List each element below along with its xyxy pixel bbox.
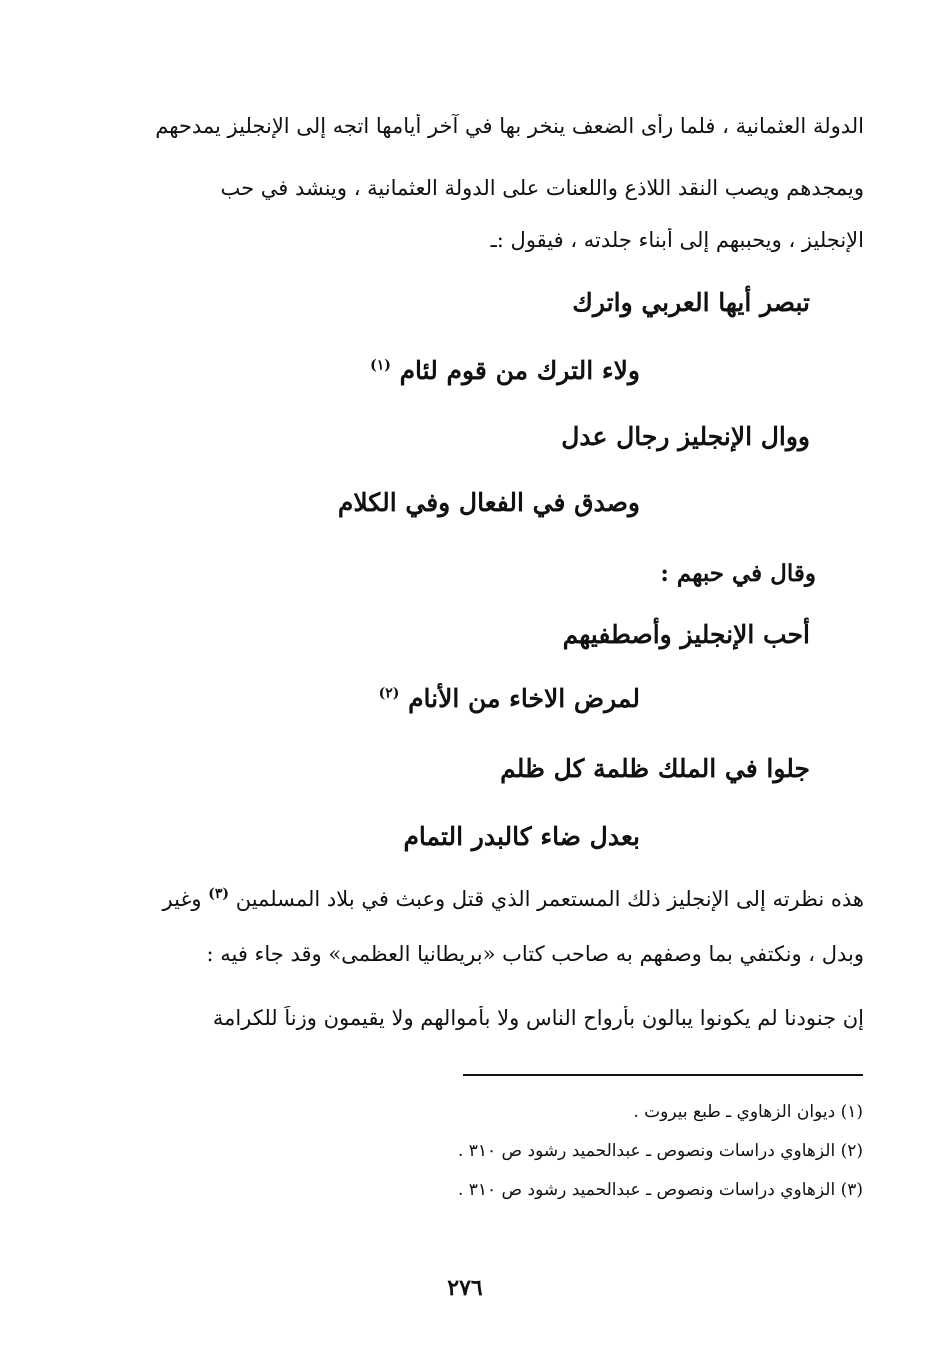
footnote-marker: (٢) — [378, 685, 400, 702]
page-number: ٢٧٦ — [447, 1275, 483, 1301]
footnote-1: (١) ديوان الزهاوي ـ طبع بيروت . — [633, 1102, 863, 1122]
verse-text: لمرض الاخاء من الأنام — [408, 684, 640, 713]
prose-line-3: الإنجليز ، ويحببهم إلى أبناء جلدته ، فيقول :ـ — [490, 228, 864, 252]
poem2-verse-1 — [290, 620, 810, 649]
poem1-verse-3 — [290, 422, 810, 451]
footnote-marker: (١) — [370, 357, 391, 374]
prose-line-2: ويمجدهم ويصب النقد اللاذع واللعنات على الدولة العثمانية ، وينشد في حب — [220, 176, 864, 200]
poem1-verse-1 — [290, 288, 810, 317]
section-heading: وقال في حبهم : — [660, 560, 816, 587]
verse-text: بعدل ضاء كالبدر التمام — [403, 822, 640, 851]
poem2-verse-2 — [120, 684, 640, 713]
poem2-verse-4 — [120, 822, 640, 851]
verse-text: ولاء الترك من قوم لئام — [399, 356, 640, 385]
footnote-3: (٣) الزهاوي دراسات ونصوص ـ عبدالحميد رشود ص ٣١٠ . — [457, 1180, 863, 1200]
prose-text: وغير — [162, 887, 202, 911]
prose-line-5: وبدل ، ونكتفي بما وصفهم به صاحب كتاب «بريطانيا العظمى» وقد جاء فيه : — [206, 942, 864, 966]
prose-text: هذه نظرته إلى الإنجليز ذلك المستعمر الذي قتل وعبث في بلاد المسلمين — [235, 887, 864, 911]
prose-line-1: الدولة العثمانية ، فلما رأى الضعف ينخر بها في آخر أيامها اتجه إلى الإنجليز يمدحهم — [155, 114, 864, 138]
prose-line-6: إن جنودنا لم يكونوا يبالون بأرواح الناس ولا بأموالهم ولا يقيمون وزناً للكرامة — [212, 1006, 864, 1030]
poem1-verse-4 — [120, 488, 640, 517]
footnote-separator — [463, 1074, 863, 1076]
verse-text: جلوا في الملك ظلمة كل ظلم — [500, 754, 810, 783]
footnote-2: (٢) الزهاوي دراسات ونصوص ـ عبدالحميد رشود ص ٣١٠ . — [457, 1141, 863, 1161]
footnote-marker: (٣) — [208, 886, 230, 902]
prose-line-4 — [64, 886, 864, 911]
verse-text: ووال الإنجليز رجال عدل — [561, 422, 810, 451]
poem1-verse-2 — [120, 356, 640, 385]
verse-text: وصدق في الفعال وفي الكلام — [337, 488, 640, 517]
verse-text: تبصر أيها العربي واترك — [572, 288, 810, 317]
poem2-verse-3 — [290, 754, 810, 783]
verse-text: أحب الإنجليز وأصطفيهم — [562, 620, 810, 649]
